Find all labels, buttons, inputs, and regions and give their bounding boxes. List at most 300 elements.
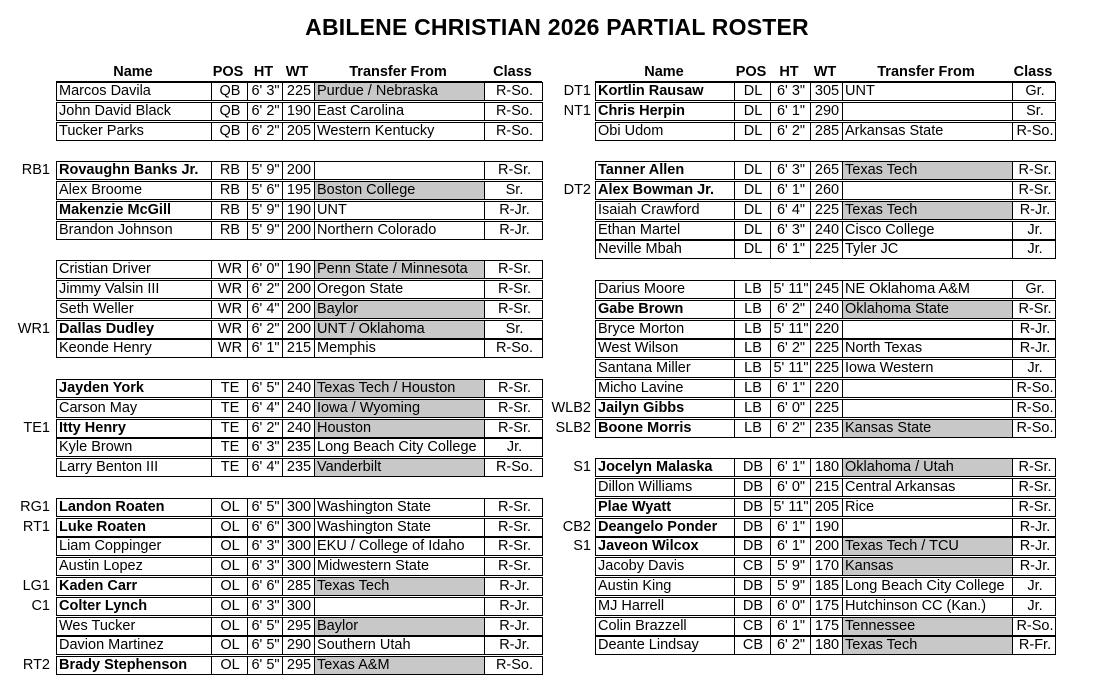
class-year-cell: R-Jr. [484,618,544,635]
class-year-cell: R-Sr. [1012,182,1057,199]
height-cell: 6' 1" [770,380,811,397]
class-year-cell: R-Jr. [1012,519,1057,536]
transfer-from-cell: Arkansas State [842,123,1012,140]
right-header-weight: WT [813,64,837,80]
left-roster-row [56,597,543,616]
weight-cell: 190 [810,519,843,536]
player-name-cell: Keonde Henry [59,340,152,356]
right-roster-row [595,537,1056,556]
right-header-position: POS [735,64,767,80]
transfer-from-cell: Cisco College [842,222,1012,239]
right-roster-row [595,82,1056,101]
left-roster-row [56,498,543,517]
class-year-cell: Jr. [1012,241,1057,258]
player-name-cell: Makenzie McGill [59,202,172,218]
depth-chart-label: WR1 [17,321,50,337]
left-roster-row [56,161,543,180]
class-year-cell: R-Sr. [484,380,544,397]
weight-cell: 305 [810,83,843,100]
height-cell: 6' 4" [247,459,283,476]
right-roster-row [595,280,1056,299]
weight-cell: 265 [810,162,843,179]
transfer-from-cell: Western Kentucky [314,123,484,140]
position-cell: DL [734,241,771,258]
height-cell: 6' 0" [247,261,283,278]
position-cell: WR [211,340,248,357]
weight-cell: 240 [282,420,315,437]
right-roster-row [595,636,1056,655]
depth-chart-label: SLB2 [555,420,591,436]
depth-chart-label: RT2 [22,657,50,673]
transfer-from-cell: Texas Tech [314,578,484,595]
weight-cell: 190 [282,103,315,120]
transfer-from-cell: Rice [842,499,1012,516]
right-roster-row [595,300,1056,319]
transfer-from-cell: Central Arkansas [842,479,1012,496]
weight-cell: 225 [810,202,843,219]
player-name-cell: Chris Herpin [598,103,686,119]
height-cell: 5' 11" [770,321,811,338]
right-roster-row [595,339,1056,358]
transfer-from-cell: Texas Tech / TCU [842,538,1012,555]
position-cell: LB [734,360,771,377]
position-cell: LB [734,321,771,338]
height-cell: 6' 5" [247,499,283,516]
transfer-from-cell: Southern Utah [314,637,484,654]
weight-cell: 300 [282,538,315,555]
left-roster-row [56,518,543,537]
height-cell: 6' 2" [247,420,283,437]
player-name-cell: Austin Lopez [59,558,143,574]
height-cell: 5' 9" [247,222,283,239]
player-name-cell: Colter Lynch [59,598,148,614]
class-year-cell: R-So. [1012,380,1057,397]
player-name-cell: Tanner Allen [598,162,685,178]
player-name-cell: Isaiah Crawford [598,202,700,218]
player-name-cell: Landon Roaten [59,499,165,515]
class-year-cell: Jr. [484,439,544,456]
height-cell: 6' 2" [770,340,811,357]
height-cell: 6' 1" [247,340,283,357]
weight-cell: 175 [810,598,843,615]
height-cell: 6' 3" [770,83,811,100]
player-name-cell: MJ Harrell [598,598,665,614]
player-name-cell: Wes Tucker [59,618,136,634]
position-cell: DL [734,162,771,179]
position-cell: WR [211,281,248,298]
position-cell: LB [734,301,771,318]
depth-chart-label: DT1 [563,83,591,99]
player-name-cell: Javeon Wilcox [598,538,699,554]
left-roster-row [56,122,543,141]
transfer-from-cell: Vanderbilt [314,459,484,476]
player-name-cell: Obi Udom [598,123,664,139]
position-cell: QB [211,103,248,120]
transfer-from-cell: NE Oklahoma A&M [842,281,1012,298]
height-cell: 5' 11" [770,360,811,377]
transfer-from-cell: Midwestern State [314,558,484,575]
weight-cell: 195 [282,182,315,199]
right-roster-row [595,458,1056,477]
position-cell: OL [211,598,248,615]
class-year-cell: R-Sr. [1012,162,1057,179]
transfer-from-cell: Tennessee [842,618,1012,635]
class-year-cell: R-Sr. [484,162,544,179]
position-cell: DL [734,83,771,100]
depth-chart-label: S1 [573,538,591,554]
class-year-cell: Jr. [1012,360,1057,377]
weight-cell: 200 [282,301,315,318]
class-year-cell: R-Sr. [1012,459,1057,476]
weight-cell: 290 [282,637,315,654]
class-year-cell: Sr. [1012,103,1057,120]
height-cell: 6' 1" [770,241,811,258]
class-year-cell: R-Fr. [1012,637,1057,654]
class-year-cell: R-Sr. [484,301,544,318]
position-cell: TE [211,380,248,397]
weight-cell: 295 [282,657,315,674]
position-cell: OL [211,657,248,674]
position-cell: TE [211,400,248,417]
left-header-weight: WT [285,64,309,80]
depth-chart-label: S1 [573,459,591,475]
player-name-cell: Dillon Williams [598,479,693,495]
height-cell: 6' 2" [770,123,811,140]
weight-cell: 300 [282,558,315,575]
height-cell: 6' 3" [770,222,811,239]
class-year-cell: R-Sr. [484,499,544,516]
position-cell: WR [211,321,248,338]
right-roster-row [595,181,1056,200]
position-cell: CB [734,618,771,635]
height-cell: 5' 11" [770,499,811,516]
player-name-cell: Kyle Brown [59,439,133,455]
height-cell: 6' 6" [247,578,283,595]
class-year-cell: R-Sr. [484,558,544,575]
player-name-cell: Neville Mbah [598,241,682,257]
class-year-cell: R-Jr. [484,222,544,239]
transfer-from-cell: Oklahoma State [842,301,1012,318]
class-year-cell: R-Sr. [1012,499,1057,516]
height-cell: 6' 2" [770,420,811,437]
position-cell: QB [211,83,248,100]
transfer-from-cell [842,182,1012,199]
height-cell: 6' 4" [247,301,283,318]
right-header-transfer-from: Transfer From [877,64,975,80]
right-roster-row [595,201,1056,220]
left-roster-row [56,221,543,240]
right-roster-row [595,379,1056,398]
class-year-cell: R-So. [484,103,544,120]
height-cell: 5' 9" [770,558,811,575]
position-cell: QB [211,123,248,140]
position-cell: DB [734,578,771,595]
right-roster-row [595,419,1056,438]
player-name-cell: Seth Weller [59,301,134,317]
class-year-cell: R-Sr. [484,420,544,437]
position-cell: LB [734,340,771,357]
depth-chart-label: WLB2 [551,400,591,416]
transfer-from-cell: Northern Colorado [314,222,484,239]
position-cell: OL [211,519,248,536]
position-cell: CB [734,637,771,654]
class-year-cell: Gr. [1012,83,1057,100]
height-cell: 5' 6" [247,182,283,199]
class-year-cell: R-Sr. [484,261,544,278]
right-roster-row [595,617,1056,636]
position-cell: RB [211,222,248,239]
player-name-cell: Liam Coppinger [59,538,162,554]
class-year-cell: Jr. [1012,598,1057,615]
position-cell: DL [734,222,771,239]
height-cell: 6' 2" [247,281,283,298]
left-roster-row [56,102,543,121]
weight-cell: 185 [810,578,843,595]
height-cell: 6' 5" [247,657,283,674]
player-name-cell: Brandon Johnson [59,222,173,238]
position-cell: OL [211,578,248,595]
position-cell: WR [211,301,248,318]
position-cell: TE [211,459,248,476]
right-roster-row [595,122,1056,141]
right-roster-row [595,359,1056,378]
weight-cell: 285 [282,578,315,595]
weight-cell: 295 [282,618,315,635]
weight-cell: 205 [810,499,843,516]
player-name-cell: Alex Bowman Jr. [598,182,715,198]
left-roster-row [56,280,543,299]
left-roster-row [56,260,543,279]
player-name-cell: Plae Wyatt [598,499,672,515]
position-cell: DL [734,202,771,219]
weight-cell: 235 [282,439,315,456]
height-cell: 6' 3" [247,439,283,456]
position-cell: OL [211,637,248,654]
class-year-cell: R-Sr. [1012,479,1057,496]
transfer-from-cell: Hutchinson CC (Kan.) [842,598,1012,615]
position-cell: DL [734,123,771,140]
depth-chart-label: RB1 [21,162,50,178]
weight-cell: 190 [282,202,315,219]
right-roster-row [595,498,1056,517]
left-roster-row [56,300,543,319]
right-roster-row [595,221,1056,240]
class-year-cell: R-So. [1012,618,1057,635]
class-year-cell: R-So. [1012,123,1057,140]
player-name-cell: Itty Henry [59,420,126,436]
transfer-from-cell: UNT [314,202,484,219]
transfer-from-cell: Texas Tech [842,202,1012,219]
height-cell: 6' 2" [247,321,283,338]
player-name-cell: Marcos Davila [59,83,151,99]
right-roster-row [595,597,1056,616]
player-name-cell: Brady Stephenson [59,657,188,673]
left-roster-row [56,399,543,418]
height-cell: 6' 4" [770,202,811,219]
transfer-from-cell [842,380,1012,397]
left-header-class-year: Class [493,64,532,80]
position-cell: TE [211,420,248,437]
position-cell: WR [211,261,248,278]
player-name-cell: Alex Broome [59,182,143,198]
transfer-from-cell [842,103,1012,120]
weight-cell: 235 [810,420,843,437]
left-header-transfer-from: Transfer From [349,64,447,80]
position-cell: RB [211,202,248,219]
player-name-cell: Ethan Martel [598,222,681,238]
height-cell: 6' 2" [770,637,811,654]
transfer-from-cell: Oregon State [314,281,484,298]
position-cell: RB [211,162,248,179]
height-cell: 5' 9" [247,162,283,179]
transfer-from-cell: Oklahoma / Utah [842,459,1012,476]
class-year-cell: R-So. [484,459,544,476]
player-name-cell: Luke Roaten [59,519,147,535]
weight-cell: 200 [282,222,315,239]
position-cell: LB [734,400,771,417]
class-year-cell: R-Sr. [1012,301,1057,318]
transfer-from-cell: Washington State [314,519,484,536]
weight-cell: 225 [810,400,843,417]
depth-chart-label: NT1 [563,103,591,119]
position-cell: LB [734,281,771,298]
transfer-from-cell: North Texas [842,340,1012,357]
class-year-cell: Gr. [1012,281,1057,298]
class-year-cell: R-So. [484,83,544,100]
position-cell: LB [734,380,771,397]
right-header-player-name: Name [644,64,684,80]
right-header-class-year: Class [1013,64,1053,80]
height-cell: 6' 3" [770,162,811,179]
height-cell: 6' 0" [770,598,811,615]
depth-chart-label: RG1 [20,499,50,515]
class-year-cell: R-Jr. [1012,202,1057,219]
height-cell: 6' 3" [247,558,283,575]
transfer-from-cell: Washington State [314,499,484,516]
transfer-from-cell [842,400,1012,417]
height-cell: 6' 6" [247,519,283,536]
left-roster-row [56,379,543,398]
transfer-from-cell: Iowa / Wyoming [314,400,484,417]
transfer-from-cell: Baylor [314,618,484,635]
depth-chart-label: LG1 [22,578,50,594]
player-name-cell: Jayden York [59,380,144,396]
position-cell: OL [211,499,248,516]
player-name-cell: Boone Morris [598,420,692,436]
class-year-cell: R-Jr. [1012,340,1057,357]
transfer-from-cell: Baylor [314,301,484,318]
left-roster-row [56,458,543,477]
left-header-position: POS [212,64,244,80]
player-name-cell: Darius Moore [598,281,686,297]
transfer-from-cell [842,519,1012,536]
player-name-cell: Colin Brazzell [598,618,687,634]
left-roster-row [56,656,543,675]
height-cell: 6' 3" [247,538,283,555]
class-year-cell: R-Jr. [484,578,544,595]
position-cell: DB [734,598,771,615]
height-cell: 6' 1" [770,103,811,120]
class-year-cell: Sr. [484,182,544,199]
weight-cell: 200 [282,321,315,338]
class-year-cell: R-So. [484,657,544,674]
transfer-from-cell: UNT / Oklahoma [314,321,484,338]
player-name-cell: Gabe Brown [598,301,684,317]
left-header-height: HT [253,64,274,80]
weight-cell: 200 [810,538,843,555]
class-year-cell: R-Sr. [484,538,544,555]
transfer-from-cell: Texas Tech / Houston [314,380,484,397]
weight-cell: 220 [810,321,843,338]
page-title: ABILENE CHRISTIAN 2026 PARTIAL ROSTER [305,14,809,40]
position-cell: DB [734,519,771,536]
player-name-cell: John David Black [59,103,172,119]
weight-cell: 245 [810,281,843,298]
height-cell: 5' 11" [770,281,811,298]
right-roster-row [595,557,1056,576]
player-name-cell: Dallas Dudley [59,321,155,337]
class-year-cell: R-Jr. [1012,558,1057,575]
player-name-cell: Santana Miller [598,360,691,376]
class-year-cell: R-Sr. [484,400,544,417]
weight-cell: 225 [810,340,843,357]
left-roster-row [56,419,543,438]
player-name-cell: Jimmy Valsin III [59,281,160,297]
weight-cell: 240 [282,380,315,397]
class-year-cell: R-So. [484,123,544,140]
right-roster-row [595,399,1056,418]
weight-cell: 225 [810,360,843,377]
player-name-cell: Larry Benton III [59,459,159,475]
player-name-cell: Rovaughn Banks Jr. [59,162,199,178]
transfer-from-cell: Penn State / Minnesota [314,261,484,278]
position-cell: DB [734,538,771,555]
depth-chart-label: DT2 [563,182,591,198]
player-name-cell: Carson May [59,400,138,416]
weight-cell: 200 [282,162,315,179]
class-year-cell: R-So. [1012,400,1057,417]
weight-cell: 220 [810,380,843,397]
left-roster-row [56,636,543,655]
player-name-cell: Jocelyn Malaska [598,459,713,475]
player-name-cell: Davion Martinez [59,637,164,653]
weight-cell: 200 [282,281,315,298]
weight-cell: 240 [282,400,315,417]
transfer-from-cell: Texas Tech [842,637,1012,654]
weight-cell: 225 [810,241,843,258]
position-cell: RB [211,182,248,199]
weight-cell: 205 [282,123,315,140]
height-cell: 5' 9" [247,202,283,219]
position-cell: DB [734,479,771,496]
weight-cell: 180 [810,459,843,476]
position-cell: DL [734,182,771,199]
player-name-cell: Jacoby Davis [598,558,685,574]
height-cell: 6' 1" [770,538,811,555]
class-year-cell: R-Sr. [484,519,544,536]
transfer-from-cell: Texas Tech [842,162,1012,179]
transfer-from-cell: Texas A&M [314,657,484,674]
transfer-from-cell: Houston [314,420,484,437]
player-name-cell: Bryce Morton [598,321,685,337]
transfer-from-cell [314,598,484,615]
height-cell: 6' 2" [247,123,283,140]
right-roster-row [595,102,1056,121]
position-cell: DB [734,499,771,516]
height-cell: 6' 5" [247,637,283,654]
left-header-player-name: Name [113,64,153,80]
position-cell: DB [734,459,771,476]
